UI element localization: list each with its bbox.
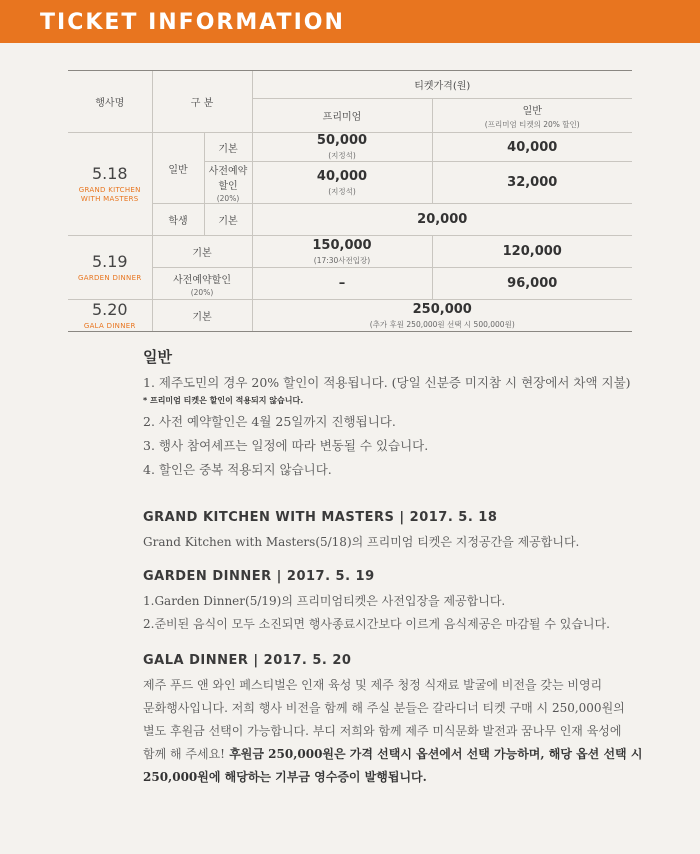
section-line-2: 문화행사입니다. 저희 행사 비전을 함께 해 주실 분들은 갈라디너 티켓 구매 시 250,000원의 [143, 701, 625, 715]
section-grand-kitchen [143, 510, 663, 554]
header-price: 티켓가격(원) [252, 71, 632, 99]
event-name: GALA DINNER [83, 322, 136, 330]
price-note: (추가 후원 250,000원 선택 시 500,000원) [369, 319, 515, 329]
event-5-20 [68, 300, 152, 332]
header-event: 행사명 [68, 71, 152, 133]
price-general: 40,000 [432, 133, 632, 162]
price-gala [252, 300, 632, 332]
type-early-note: (20%) [190, 287, 214, 297]
group-general: 일반 [152, 133, 204, 204]
price-value: 50,000 [316, 133, 368, 148]
type-early [152, 268, 252, 300]
event-5-18 [68, 133, 152, 236]
header-premium: 프리미엄 [252, 99, 432, 133]
type-basic: 기본 [204, 204, 252, 236]
header-bar [0, 0, 700, 43]
price-general: 96,000 [432, 268, 632, 300]
event-name: GRAND KITCHEN [78, 186, 141, 194]
price-note: (지정석) [328, 186, 356, 196]
header-type: 구 분 [152, 71, 252, 133]
price-general: 32,000 [432, 162, 632, 204]
section-gala-dinner [143, 653, 663, 789]
price-premium [252, 236, 432, 268]
price-premium [252, 133, 432, 162]
event-date: 5.18 [91, 164, 128, 183]
note-line-3: 3. 행사 참여셰프는 일정에 따라 변동될 수 있습니다. [143, 438, 429, 453]
section-line-1: 제주 푸드 앤 와인 페스티벌은 인재 육성 및 제주 청정 식재료 발굴에 비전을 갖는 비영리 [143, 678, 603, 692]
header-title: TICKET INFORMATION [40, 10, 345, 35]
section-title: GALA DINNER | 2017. 5. 20 [143, 653, 352, 668]
header-general [432, 99, 632, 133]
group-student: 학생 [152, 204, 204, 236]
price-value: 250,000 [412, 301, 472, 317]
event-5-19 [68, 236, 152, 300]
type-basic: 기본 [152, 300, 252, 332]
header-general-label: 일반 [522, 105, 542, 117]
section-line-4 [143, 743, 663, 766]
section-line-4a: 함께 해 주세요! [143, 747, 226, 761]
general-notes [143, 346, 663, 482]
section-line-5-bold: 250,000원에 해당하는 기부금 영수증이 발행됩니다. [143, 770, 427, 784]
price-premium: – [252, 268, 432, 300]
event-date: 5.20 [91, 300, 128, 319]
note-line-2: 2. 사전 예약할인은 4월 25일까지 진행됩니다. [143, 414, 396, 429]
header-general-note: (프리미엄 티켓의 20% 할인) [484, 119, 580, 129]
price-student: 20,000 [252, 204, 632, 236]
section-title: GRAND KITCHEN WITH MASTERS | 2017. 5. 18 [143, 510, 498, 525]
event-date: 5.19 [91, 252, 128, 271]
price-note: (지정석) [328, 151, 356, 160]
section-line-2: 2.준비된 음식이 모두 소진되면 행사종료시간보다 이르게 음식제공은 마감될 수 있습니다. [143, 617, 610, 631]
note-line-4: 4. 할인은 중복 적용되지 않습니다. [143, 462, 332, 477]
type-early-label: 사전예약할인 [173, 274, 231, 286]
section-line-1: 1.Garden Dinner(5/19)의 프리미엄티켓은 사전입장을 제공합니다. [143, 594, 506, 608]
note-line-1: 1. 제주도민의 경우 20% 할인이 적용됩니다. (당일 신분증 미지참 시 현장에서 차액 지불) [143, 375, 631, 390]
price-general: 120,000 [432, 236, 632, 268]
section-garden-dinner [143, 569, 663, 636]
type-early-label: 사전예약할인 [208, 166, 248, 192]
price-note: (17:30사전입장) [313, 255, 371, 265]
price-value: 150,000 [312, 237, 372, 253]
ticket-price-table [68, 70, 632, 332]
page-body [0, 43, 700, 854]
type-early-note: (20%) [216, 194, 240, 203]
type-basic: 기본 [152, 236, 252, 268]
section-line-5 [143, 766, 663, 789]
type-basic: 기본 [204, 133, 252, 162]
event-name-2: WITH MASTERS [80, 195, 139, 203]
type-early [204, 162, 252, 204]
general-notes-title: 일반 [143, 348, 172, 366]
section-body: Grand Kitchen with Masters(5/18)의 프리미엄 티켓은 지정공간을 제공합니다. [143, 535, 580, 549]
section-line-4b: 후원금 250,000원은 가격 선택시 옵션에서 선택 가능하며, 해당 옵션 선택 시 [225, 747, 643, 761]
section-title: GARDEN DINNER | 2017. 5. 19 [143, 569, 375, 584]
section-line-3: 별도 후원금 선택이 가능합니다. 부디 저희와 함께 제주 미식문화 발전과 꿈나무 인재 육성에 [143, 724, 622, 738]
price-premium [252, 162, 432, 204]
note-line-1-sub: * 프리미엄 티켓은 할인이 적용되지 않습니다. [143, 396, 304, 405]
price-value: 40,000 [316, 168, 368, 184]
event-name: GARDEN DINNER [78, 274, 142, 282]
